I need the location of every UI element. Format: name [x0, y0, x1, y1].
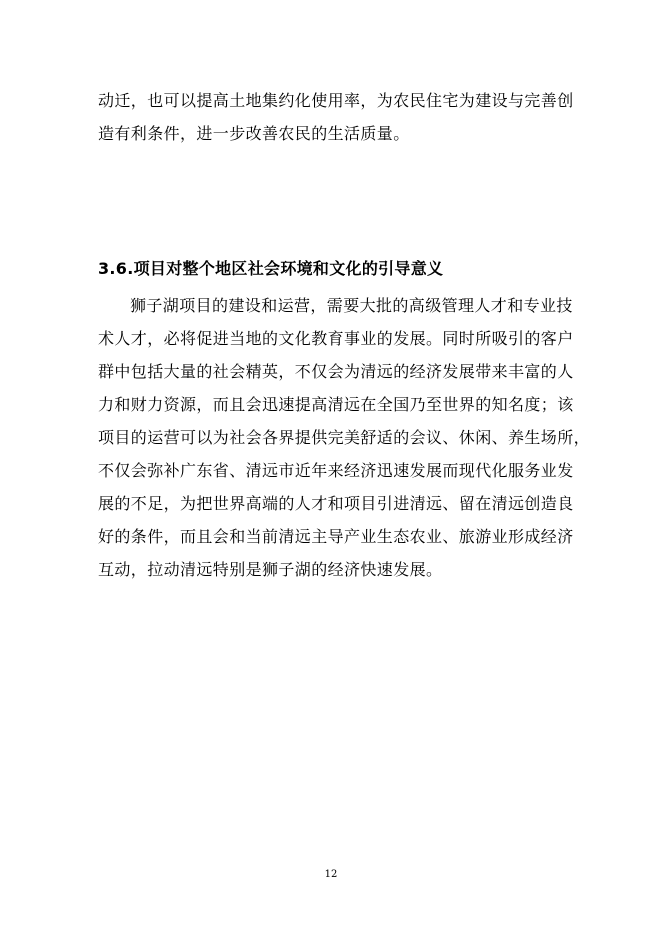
paragraph-line: 造有利条件，进一步改善农民的生活质量。	[98, 124, 410, 143]
page-number: 12	[324, 869, 338, 880]
continued-paragraph	[98, 84, 574, 150]
section-paragraph	[98, 289, 590, 586]
paragraph-line: 好的条件，而且会和当前清远主导产业生态农业、旅游业形成经济	[98, 527, 574, 546]
paragraph-line: 术人才，必将促进当地的文化教育事业的发展。同时所吸引的客户	[98, 329, 574, 348]
paragraph-line: 群中包括大量的社会精英，不仅会为清远的经济发展带来丰富的人	[98, 362, 574, 381]
paragraph-line: 狮子湖项目的建设和运营，需要大批的高级管理人才和专业技	[130, 296, 573, 315]
paragraph-line: 动迁，也可以提高土地集约化使用率，为农民住宅为建设与完善创	[98, 91, 574, 110]
paragraph-line: 互动，拉动清远特别是狮子湖的经济快速发展。	[98, 560, 443, 579]
paragraph-line: 展的不足，为把世界高端的人才和项目引进清远、留在清远创造良	[98, 494, 574, 513]
paragraph-line: 不仅会弥补广东省、清远市近年来经济迅速发展而现代化服务业发	[98, 461, 574, 480]
section-heading: 3.6.项目对整个地区社会环境和文化的引导意义	[98, 259, 444, 278]
paragraph-line: 力和财力资源，而且会迅速提高清远在全国乃至世界的知名度；该	[98, 395, 574, 414]
paragraph-line: 项目的运营可以为社会各界提供完美舒适的会议、休闲、养生场所，	[98, 428, 591, 447]
